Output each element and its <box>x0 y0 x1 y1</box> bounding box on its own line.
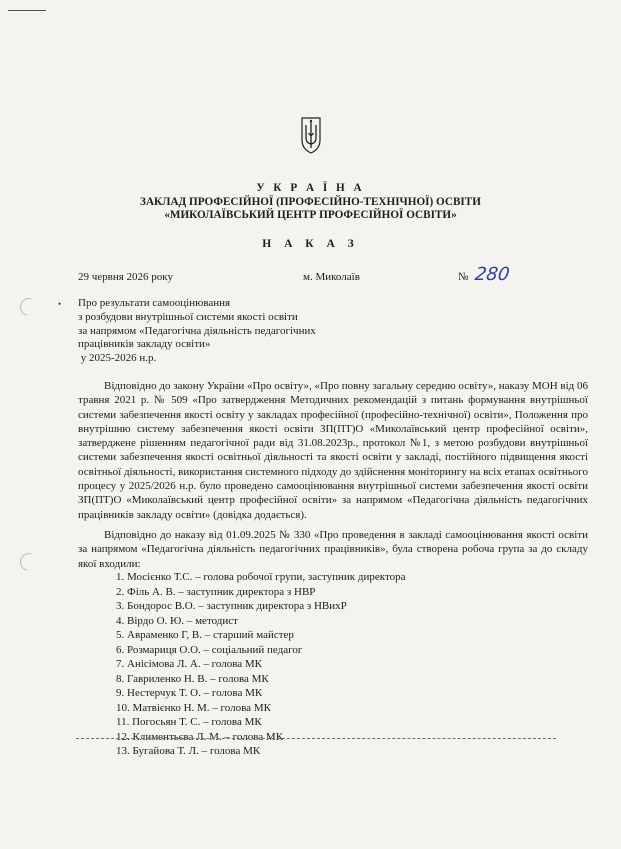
list-item: 10. Матвієнко Н. М. – голова МК <box>116 701 271 714</box>
punch-hole-mark <box>17 295 42 320</box>
subject-line: у 2025-2026 н.р. <box>78 352 157 365</box>
list-item: 12. Климентьєва Л. М. – голова МК <box>116 730 284 743</box>
list-item: 13. Бугайова Т. Л. – голова МК <box>116 745 261 757</box>
bullet-dot-icon: • <box>58 299 62 309</box>
order-title: Н А К А З <box>262 238 359 250</box>
order-city: м. Миколаїв <box>303 271 360 283</box>
subject-line: з розбудови внутрішньої системи якості освіти <box>78 310 298 323</box>
list-item: 8. Гавриленко Н. В. – голова МК <box>116 672 269 685</box>
working-group-member-list <box>116 570 406 759</box>
list-item: 6. Розмариця О.О. – соціальний педагог <box>116 643 303 656</box>
list-item: 5. Авраменко Г, В. – старший майстер <box>116 629 294 641</box>
order-subject <box>78 297 316 366</box>
page-bottom-dashed-rule <box>76 738 556 739</box>
body-paragraph-legal-basis: Відповідно до закону України «Про освіту», «Про повну загальну середню освіту», наказу МОН від 06 травня 2021 р. № 509 «Про затвердження Методичних рекомендацій з питань формування внутрішньої системи забезпечення якості освіту у закладах професійної (професійно-технічної) освіти», Положення про внутрішню систему забезпечення якості освіти ЗП(ПТ)О «Миколаївський центр професійної освіти», затверджене рішенням педагогічної ради від 31.08.2023р., протокол №1, з метою розбудови внутрішньої системи забезпечення якості освітньої діяльності та якості освіти у закладі, постійного підвищення якості освітньої діяльності, використання системного підходу до здійснення моніторингу на всіх етапах освітнього процесу у 2025/2026 н.р. було проведено самооцінювання внутрішньої системи забезпечення якості освіти ЗП(ПТ)О «Миколаївський центр професійної освіти» за напрямом «Педагогічна діяльність педагогічних працівників закладу освіти» (довідка додається). <box>78 380 588 521</box>
list-item: 11. Погосьян Т. С. – голова МК <box>116 716 262 728</box>
list-item: 3. Бондорос В.О. – заступник директора з НВихР <box>116 600 347 612</box>
list-item: 9. Нестерчук Т. О. – голова МК <box>116 687 263 699</box>
scan-edge-line <box>8 10 46 11</box>
list-item: 4. Вірдо О. Ю. – методист <box>116 614 238 627</box>
order-number-label: № <box>458 271 469 283</box>
country-name: У К Р А Ї Н А <box>256 182 365 194</box>
list-item: 2. Філь А. В. – заступник директора з НВР <box>116 585 316 598</box>
subject-line: за напрямом «Педагогічна діяльність педагогічних <box>78 324 316 337</box>
institution-header <box>0 182 621 223</box>
subject-line: Про результати самооцінювання <box>78 297 231 309</box>
subject-line: працівників закладу освіти» <box>78 338 211 351</box>
trident-coat-of-arms-icon <box>300 116 322 154</box>
list-item: 7. Анісімова Л. А. – голова МК <box>116 658 263 670</box>
list-item: 1. Мосієнко Т.С. – голова робочої групи, заступник директора <box>116 571 406 583</box>
punch-hole-mark <box>17 550 42 575</box>
institution-name-line2: «МИКОЛАЇВСЬКИЙ ЦЕНТР ПРОФЕСІЙНОЇ ОСВІТИ» <box>164 209 457 221</box>
body-paragraph-working-group: Відповідно до наказу від 01.09.2025 № 330 «Про проведення в закладі самооцінювання якості освіти за напрямом «Педагогічна діяльність педагогічних працівників», була створена робоча група за до складу якої входили: <box>78 529 588 570</box>
order-date: 29 червня 2026 року <box>78 271 173 283</box>
order-number-handwritten: 280 <box>473 264 511 285</box>
institution-name-line1: ЗАКЛАД ПРОФЕСІЙНОЇ (ПРОФЕСІЙНО-ТЕХНІЧНОЇ) ОСВІТИ <box>140 195 481 208</box>
